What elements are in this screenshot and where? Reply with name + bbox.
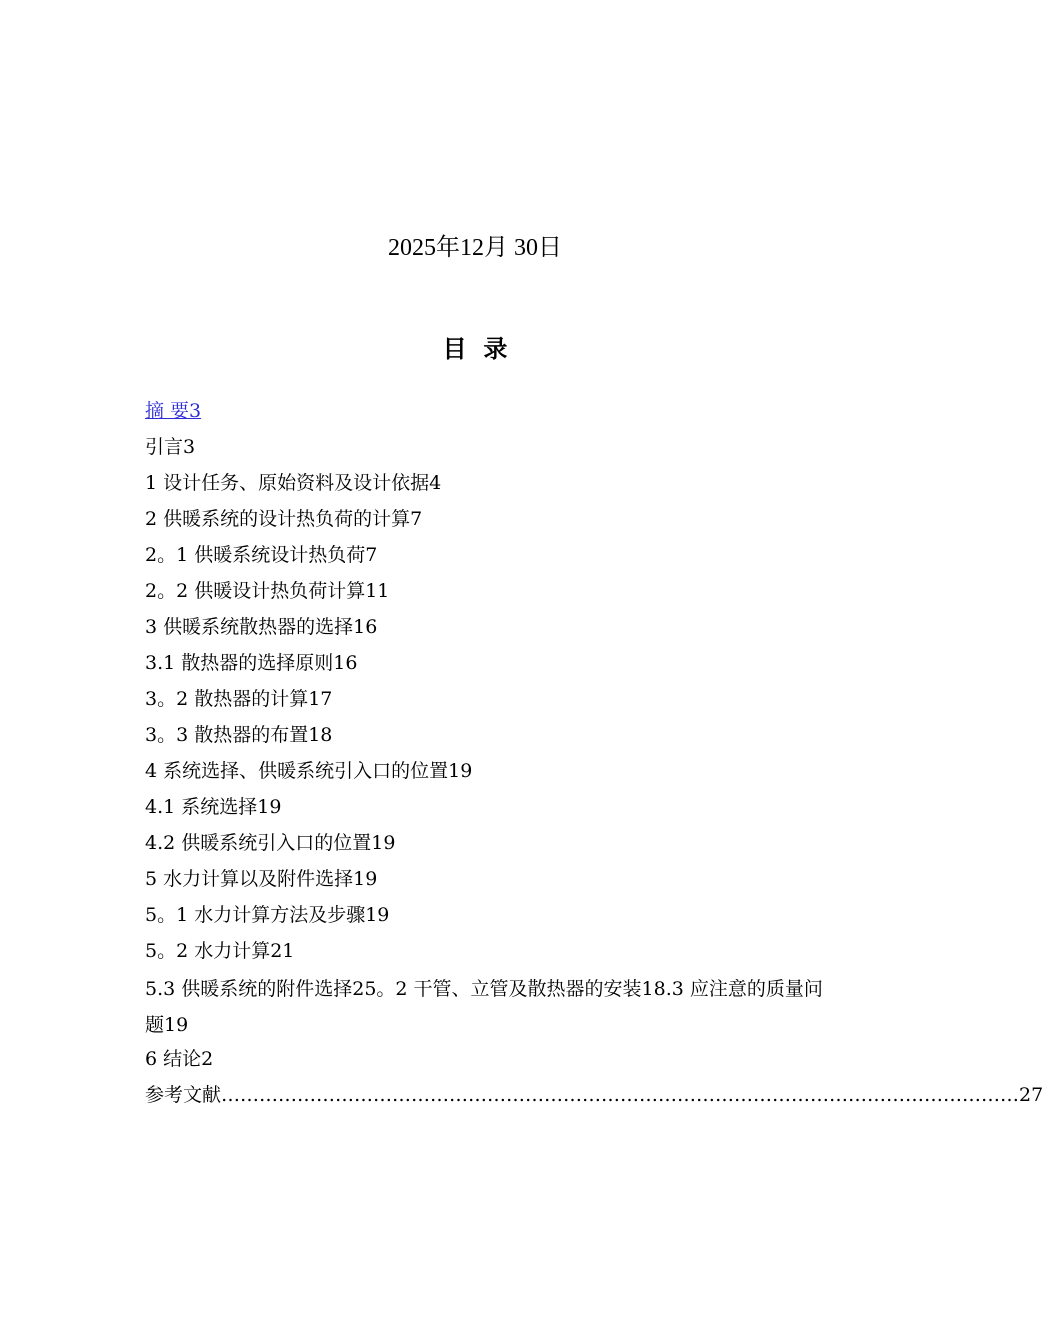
toc-title: 目 录 <box>442 335 508 363</box>
table-of-contents <box>145 395 1043 1115</box>
toc-item: 1 设计任务、原始资料及设计依据4 <box>145 472 442 494</box>
toc-item: 3。2 散热器的计算17 <box>145 688 333 710</box>
toc-item: 3。3 散热器的布置18 <box>145 724 333 746</box>
toc-item: 2 供暖系统的设计热负荷的计算7 <box>145 508 423 530</box>
references-label: 参考文献 <box>145 1084 222 1106</box>
dot-leader: ……………………………………………………………………………………………………………… <box>221 1084 1020 1106</box>
toc-item: 4.2 供暖系统引入口的位置19 <box>145 832 396 854</box>
toc-item: 5 水力计算以及附件选择19 <box>145 868 378 890</box>
toc-item: 3 供暖系统散热器的选择16 <box>145 616 378 638</box>
toc-item: 4.1 系统选择19 <box>145 796 282 818</box>
toc-item: 5。1 水力计算方法及步骤19 <box>145 904 390 926</box>
toc-item: 2。1 供暖系统设计热负荷7 <box>145 544 378 566</box>
toc-item: 引言3 <box>145 436 196 458</box>
toc-item-references <box>145 1079 1043 1115</box>
toc-item: 2。2 供暖设计热负荷计算11 <box>145 580 390 602</box>
toc-item-conclusion: 6 结论2 <box>145 1048 214 1070</box>
toc-link-abstract[interactable]: 摘 要3 <box>145 400 202 422</box>
toc-item-abstract <box>145 395 835 431</box>
toc-item: 3.1 散热器的选择原则16 <box>145 652 358 674</box>
references-page-number: 27 <box>1019 1084 1043 1106</box>
toc-item: 5。2 水力计算21 <box>145 940 295 962</box>
document-date: 2025年12月 30日 <box>388 235 562 261</box>
toc-item: 4 系统选择、供暖系统引入口的位置19 <box>145 760 473 782</box>
toc-item-wrapped: 5.3 供暖系统的附件选择25。2 干管、立管及散热器的安装18.3 应注意的质量问题19 <box>145 978 823 1036</box>
